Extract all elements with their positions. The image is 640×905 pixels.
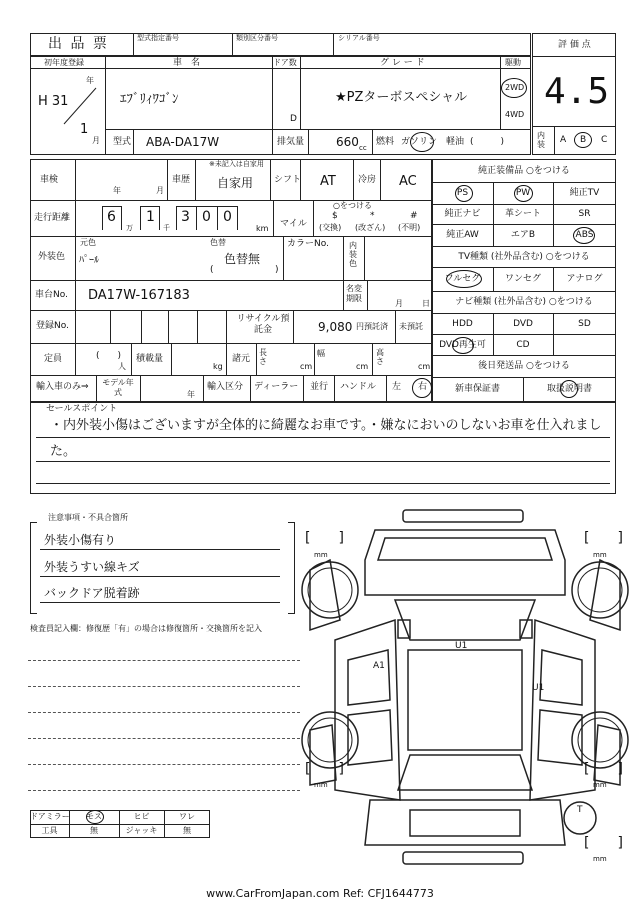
fuel-other: ( ) [470,137,505,147]
serial-label: シリアル番号 [338,34,380,42]
note-3: バックドア脱着跡 [44,586,140,600]
odo-tampered: (改ざん) [355,223,386,232]
mark-right-door: U1 [532,683,545,693]
navi-sd: SD [578,319,591,329]
drive-4wd: 4WD [505,110,525,119]
fuel-gasoline: ガソリン [401,137,438,147]
equip-abs: ABS [575,230,594,240]
odo-unknown: (不明) [398,223,421,232]
miles-label: マイル [280,219,307,229]
load-label: 積載量 [136,354,164,364]
note-2: 外装うすい線キズ [44,560,140,574]
equip-pw: PW [515,188,531,198]
navi-dvd-playback-circle [452,337,474,354]
slash-divider-icon [60,86,100,126]
length-label: 長さ [259,348,267,366]
shift-label: シフト [274,175,302,185]
persons-unit: 人 [118,362,126,371]
odo-exchanged: (交換) [319,223,342,232]
mileage-digit-1: 6 [107,209,116,225]
navi-dvd: DVD [513,319,533,329]
notes-label: 注意事項・不具合箇所 [48,513,128,522]
handle-left: 左 [392,382,402,392]
regno-label: 登録No. [36,321,69,331]
unrecorded-note: ※未記入は自家用 [209,160,264,168]
sales-point-box [30,402,616,494]
odo-star: * [370,211,375,221]
mileage-digit-3: 3 [181,209,190,225]
history-value: 自家用 [217,176,254,190]
int-color-label: 内装色 [349,241,357,268]
mm-rl: mm [314,781,328,789]
rental-month: 月 [395,299,403,308]
rental-day: 日 [422,299,430,308]
sales-line-2: た。 [50,444,77,459]
repaint-paren-close: ) [275,265,279,275]
fuel-diesel: 軽油 [446,137,465,147]
kg-unit: kg [213,362,223,371]
mirror-opt-3: ワレ [179,812,195,821]
notes-bracket-right [288,522,295,614]
chassis-label: 車台No. [35,290,68,300]
dealer-option: ディーラー [254,382,299,392]
doors-value: D [290,114,297,124]
shaken-month: 月 [156,186,164,195]
header-row [30,33,531,56]
car-name-label: 車 名 [173,58,201,68]
doors-label: ドア数 [273,58,297,67]
mark-roof: U1 [455,641,468,651]
category-label: 類別区分番号 [236,34,278,42]
color-label: 外装色 [38,252,66,262]
mm-spare: mm [593,855,607,863]
car-damage-diagram [300,500,630,875]
km-unit: km [256,224,269,233]
note-1: 外装小傷有り [44,533,117,547]
month-label: 月 [92,136,100,145]
recycle-unit: 円預託済 [356,322,388,331]
mm-fr: mm [593,551,607,559]
height-label: 高さ [376,348,384,366]
ac-value: AC [399,174,417,189]
grade-value: ★PZターボスペシャル [335,90,468,105]
interior-label: 内装 [537,131,545,149]
equip-aw: 純正AW [446,230,479,240]
history-label: 車歴 [172,175,191,185]
year-label: 年 [86,76,94,85]
cc-unit: cc [359,144,367,152]
spare-tire-label: T [577,805,583,815]
drive-label: 駆動 [505,58,521,67]
notes-bracket-left [30,522,37,614]
recycle-label: リサイクル預託金 [236,314,290,335]
equip-header: 純正装備品 ○をつける [478,166,570,176]
equip-sr: SR [578,209,591,219]
orig-color-label: 元色 [80,238,96,247]
navi-hdd: HDD [452,319,473,329]
parallel-option: 並行 [310,382,329,392]
shaken-label: 車検 [40,175,59,185]
odo-hash: # [410,211,418,221]
shift-value: AT [320,174,336,189]
handle-right: 右 [418,382,428,392]
equip-airbag: エアB [510,230,536,240]
recycle-value: 9,080 [318,320,353,334]
width-cm: cm [356,362,369,371]
equip-ps: PS [456,188,469,198]
tv-fullseg-circle [446,270,482,288]
odo-dollar: $ [332,211,338,221]
sales-label: セールスポイント [46,404,118,414]
docs-manual: 取扱説明書 [546,384,592,394]
docs-manual-circle [560,380,578,398]
navi-header: ナビ種類 (社外品含む) ○をつける [455,297,593,307]
fuel-gasoline-circle [410,132,434,152]
first-reg-label: 初年度登録 [44,58,84,67]
mileage-digit-5: 0 [223,209,232,225]
tv-fullseg: フルセグ [444,274,481,284]
jack-value: 無 [183,826,191,835]
type-designation-label: 型式指定番号 [137,34,179,42]
import-label: 輸入車のみ⇒ [36,382,89,392]
equip-leather: 革シート [504,209,541,219]
docs-header: 後日発送品 ○をつける [478,361,570,371]
mirror-label: ドアミラー [30,812,70,821]
jack-label: ジャッキ [125,826,158,835]
footer-ref: www.CarFromJapan.com Ref: CFJ1644773 [206,887,434,900]
height-cm: cm [418,362,431,371]
reg-month: 1 [80,122,89,137]
mirror-opt-1-circle [86,810,104,824]
length-cm: cm [300,362,313,371]
interior-b: B [580,135,587,145]
mileage-digit-4: 0 [202,209,211,225]
car-name: ｴﾌﾞﾘｨﾜｺﾞﾝ [120,92,179,107]
displacement-label: 排気量 [277,137,305,147]
color-no-label: カラーNo. [287,239,329,249]
handle-label: ハンドル [340,382,377,392]
repaint-paren-open: ( [210,265,214,275]
drive-2wd-circle [501,78,527,98]
inspector-label: 検査員記入欄：修復歴「有」の場合は修復箇所・交換箇所を記入 [30,624,262,633]
repaint-label: 色替 [210,238,226,247]
dims-label: 諸元 [232,354,251,364]
repaint-value: 色替無 [224,252,261,266]
interior-c: C [601,135,608,145]
recycle-unpaid: 未預託 [399,322,423,331]
import-type-label: 輸入区分 [207,382,244,392]
equip-ps-circle [455,185,473,202]
rental-label: 名変期限 [346,284,362,303]
ac-label: 冷房 [358,175,377,185]
sales-line-1: ・内外装小傷はございますが全体的に綺麗なお車です。・嫌なにおいのしないお車を仕入れまし [50,418,602,433]
mirror-opt-2: ヒビ [133,812,150,821]
mirror-opt-1: モス [86,812,102,821]
reg-year: H 31 [38,94,69,109]
model-year-label: モデル年式 [102,378,134,397]
tool-value: 無 [90,826,98,835]
navi-dvd-playback: DVD再生可 [439,340,486,350]
handle-right-circle [412,378,432,398]
score-value: 4.5 [544,71,610,112]
mileage-label: 走行距離 [34,213,71,223]
sen-unit: 千 [163,224,170,232]
model-label: 型式 [113,137,132,147]
orig-color: ﾊﾟｰﾙ [79,255,99,266]
tool-label: 工具 [41,826,58,835]
navi-cd: CD [516,340,530,350]
mileage-digit-2: 1 [146,209,155,225]
mm-rr: mm [593,781,607,789]
docs-warranty: 新車保証書 [454,384,500,394]
equip-pw-circle [514,185,533,202]
tv-header: TV種類 (社外品含む) ○をつける [458,252,590,262]
shaken-year: 年 [113,186,121,195]
grade-label: グ レ ー ド [380,58,425,68]
man-unit: 万 [126,224,133,232]
capacity-label: 定員 [44,354,63,364]
fuel-label: 燃料 [376,137,395,147]
equip-tv: 純正TV [569,188,600,198]
document-title: 出 品 票 [48,36,109,52]
drive-2wd: 2WD [505,83,525,92]
chassis-value: DA17W-167183 [88,288,190,303]
tv-oneseg: ワンセグ [504,274,541,284]
width-label: 幅 [317,349,325,358]
equip-abs-circle [573,227,595,244]
displacement-value: 660 [336,135,359,149]
interior-a: A [560,135,567,145]
model-value: ABA-DA17W [146,135,220,149]
score-label: 評 価 点 [558,40,591,50]
tv-analog: アナログ [566,274,603,284]
equip-navi: 純正ナビ [444,209,481,219]
model-year-unit: 年 [187,390,195,399]
mm-fl: mm [314,551,328,559]
odo-note: ○をつける [333,201,372,210]
mark-left-door: A1 [373,661,385,671]
interior-b-circle [574,132,592,148]
